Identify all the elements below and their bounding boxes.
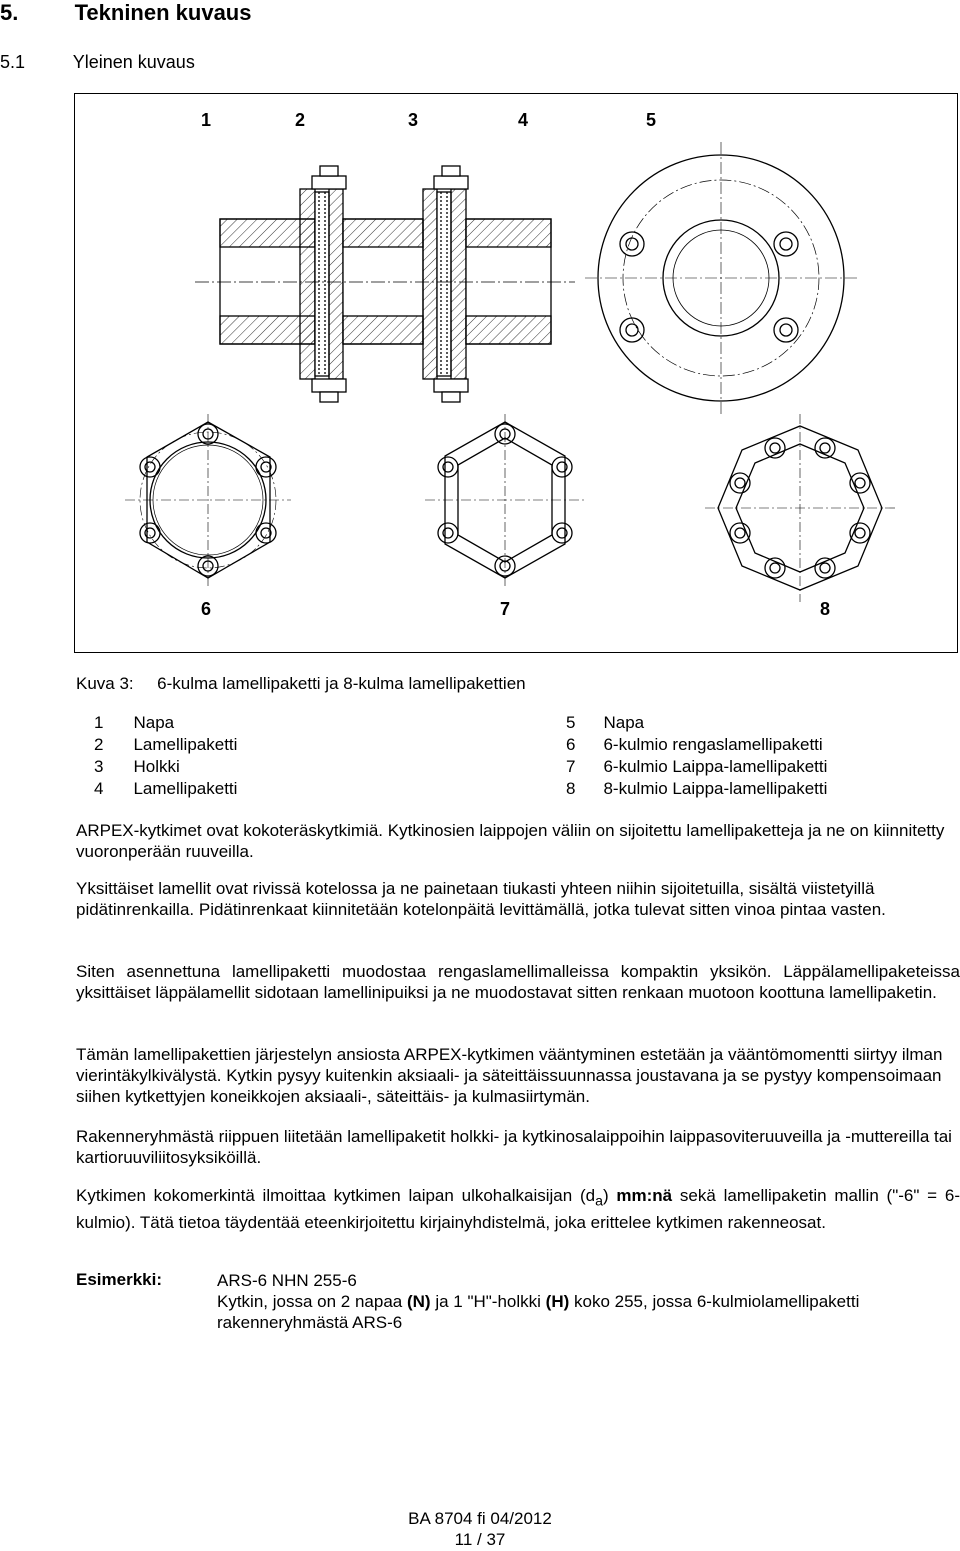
section-heading [0, 0, 251, 26]
legend-item: 8 8-kulmio Laippa-lamellipaketti [566, 779, 828, 798]
figure-label-3: 3 [408, 110, 419, 130]
legend-item: 4 Lamellipaketti [94, 779, 238, 798]
example-group: rakenneryhmästä ARS-6 [217, 1313, 403, 1332]
coupling-drawing [75, 94, 957, 652]
subsection-title: Yleinen kuvaus [72, 52, 195, 72]
legend-item: 7 6-kulmio Laippa-lamellipaketti [566, 757, 828, 776]
example-block [217, 1270, 957, 1333]
hub-end-view [585, 142, 857, 414]
hex-flap-lamella-pack [425, 414, 585, 586]
coupling-section-view [195, 166, 575, 402]
legend-item: 1 Napa [94, 713, 175, 732]
figure-label-8: 8 [820, 599, 831, 619]
figure-label-1: 1 [201, 110, 212, 130]
octagon-flap-lamella-pack [705, 414, 895, 602]
paragraph-torque: Tämän lamellipakettien järjestelyn ansiosta ARPEX-kytkimen vääntyminen estetään ja vääntömomentti siirtyy ilman vierintäkylkivälystä. Kytkin pysyy kuitenkin aksiaali- ja säteittäissuunnassa joustavana ja se pystyy kompensoimaan siihen kytkettyjen koneikkojen aksiaali-, säteittäis- ja kulmasiirtymän. [76, 1045, 943, 1106]
figure-label-6: 6 [201, 599, 212, 619]
paragraph-connection: Rakenneryhmästä riippuen liitetään lamellipaketit holkki- ja kytkinosalaippoihin laippasoviteruuveilla ja -muttereilla tai kartioruuviliitosyksiköillä. [76, 1127, 952, 1167]
paragraph-intro: ARPEX-kytkimet ovat kokoteräskytkimiä. Kytkinosien laippojen väliin on sijoitettu lamellipaketteja ja ne on kiinnitetty vuoronperään ruuveilla. [76, 821, 945, 861]
example-description: Kytkin, jossa on 2 napaa (N) ja 1 "H"-holkki (H) koko 255, jossa 6-kulmiolamellipaketti [217, 1292, 860, 1311]
legend-item: 2 Lamellipaketti [94, 735, 238, 754]
example-label: Esimerkki: [76, 1270, 162, 1289]
paragraph-size-designation: Kytkimen kokomerkintä ilmoittaa kytkimen laipan ulkohalkaisijan $(d_a)$ mm:nä sekä lamellipaketin mallin ("-6" = 6-kulmio). Tätä tietoa täydentää eteenkirjoitettu kirjainyhdistelmä, joka erittelee kytkimen rakenneosat. [76, 1186, 960, 1233]
figure-label-5: 5 [646, 110, 657, 130]
footer-page-number: 11 / 37 [454, 1530, 506, 1549]
figure-frame [74, 93, 958, 653]
legend-item: 5 Napa [566, 713, 645, 732]
figure-label-4: 4 [518, 110, 529, 130]
example-code: ARS-6 NHN 255-6 [217, 1271, 357, 1290]
figure-label-7: 7 [500, 599, 511, 619]
subsection-number: 5.1 [0, 52, 26, 72]
figure-label-2: 2 [295, 110, 306, 130]
legend-item: 3 Holkki [94, 757, 180, 776]
subsection-heading [0, 52, 195, 73]
caption-text: 6-kulma lamellipaketti ja 8-kulma lamellipakettien [157, 674, 526, 693]
hex-ring-lamella-pack [125, 414, 291, 586]
section-number: 5. [0, 0, 19, 25]
paragraph-lamellae: Yksittäiset lamellit ovat rivissä kotelossa ja ne painetaan tiukasti yhteen niihin sijoitetuilla, sisältä viistetyillä pidätinrenkailla. Pidätinrenkaat kiinnitetään kotelonpäitä levittämällä, jotka tulevat sitten vinoa pintaa vasten. [76, 879, 886, 919]
section-title: Tekninen kuvaus [74, 0, 252, 25]
footer-document-id: BA 8704 fi 04/2012 [408, 1509, 552, 1528]
caption-label: Kuva 3: [76, 674, 134, 693]
paragraph-assembly: Siten asennettuna lamellipaketti muodostaa rengaslamellimalleissa kompaktin yksikön. Läppälamellipaketeissa yksittäiset läppälamellit sidotaan lamellinipuiksi ja ne muodostavat sitten renkaan muotoon koottuna lamellipaketin. [76, 962, 960, 1002]
legend-item: 6 6-kulmio rengaslamellipaketti [566, 735, 823, 754]
figure-caption [76, 674, 526, 694]
